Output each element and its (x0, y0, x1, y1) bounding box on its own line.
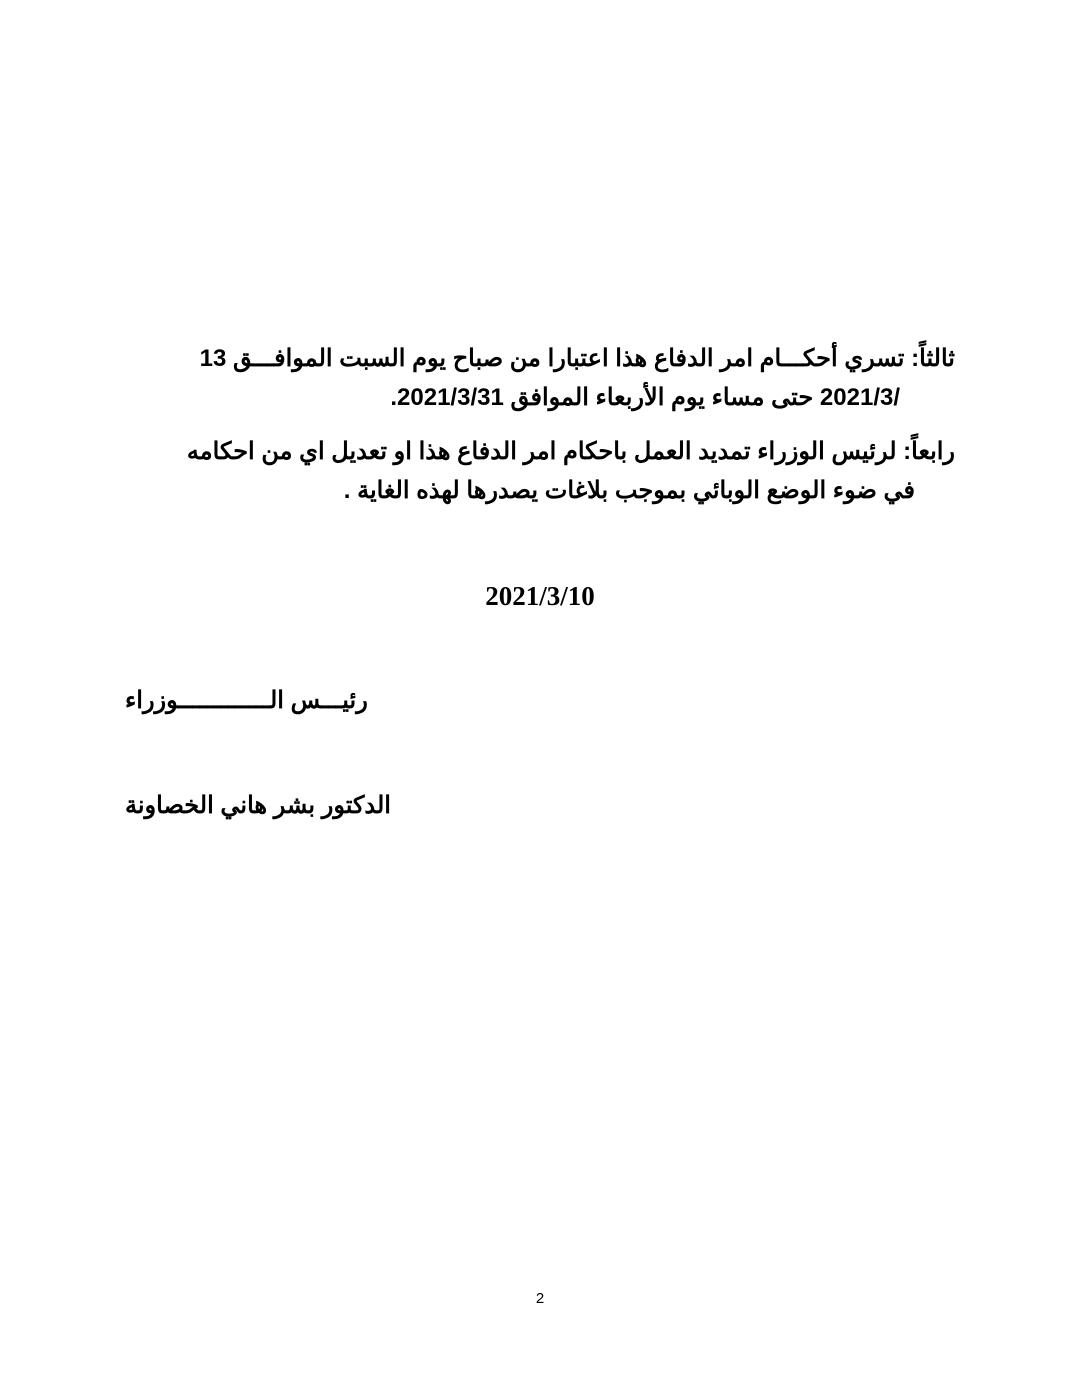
document-date: 2021/3/10 (485, 581, 595, 611)
paragraph-4-line-1: رابعاً: لرئيس الوزراء تمديد العمل باحكام امر الدفاع هذا او تعديل اي من احكامه (186, 438, 955, 465)
signatory-name: الدكتور بشر هاني الخصاونة (125, 792, 391, 819)
paragraph-3-line-2: /2021/3 حتى مساء يوم الأربعاء الموافق 2021/3/31. (390, 384, 900, 411)
paragraph-4-line-2: في ضوء الوضع الوبائي بموجب بلاغات يصدرها لهذه الغاية . (343, 477, 915, 504)
paragraph-3-line-1: ثالثاً: تسري أحكـــام امر الدفاع هذا اعتبارا من صباح يوم السبت الموافـــق 13 (199, 345, 955, 372)
page-number: 2 (535, 1290, 545, 1307)
signatory-title: رئيـــس الـــــــــــــوزراء (125, 687, 368, 714)
